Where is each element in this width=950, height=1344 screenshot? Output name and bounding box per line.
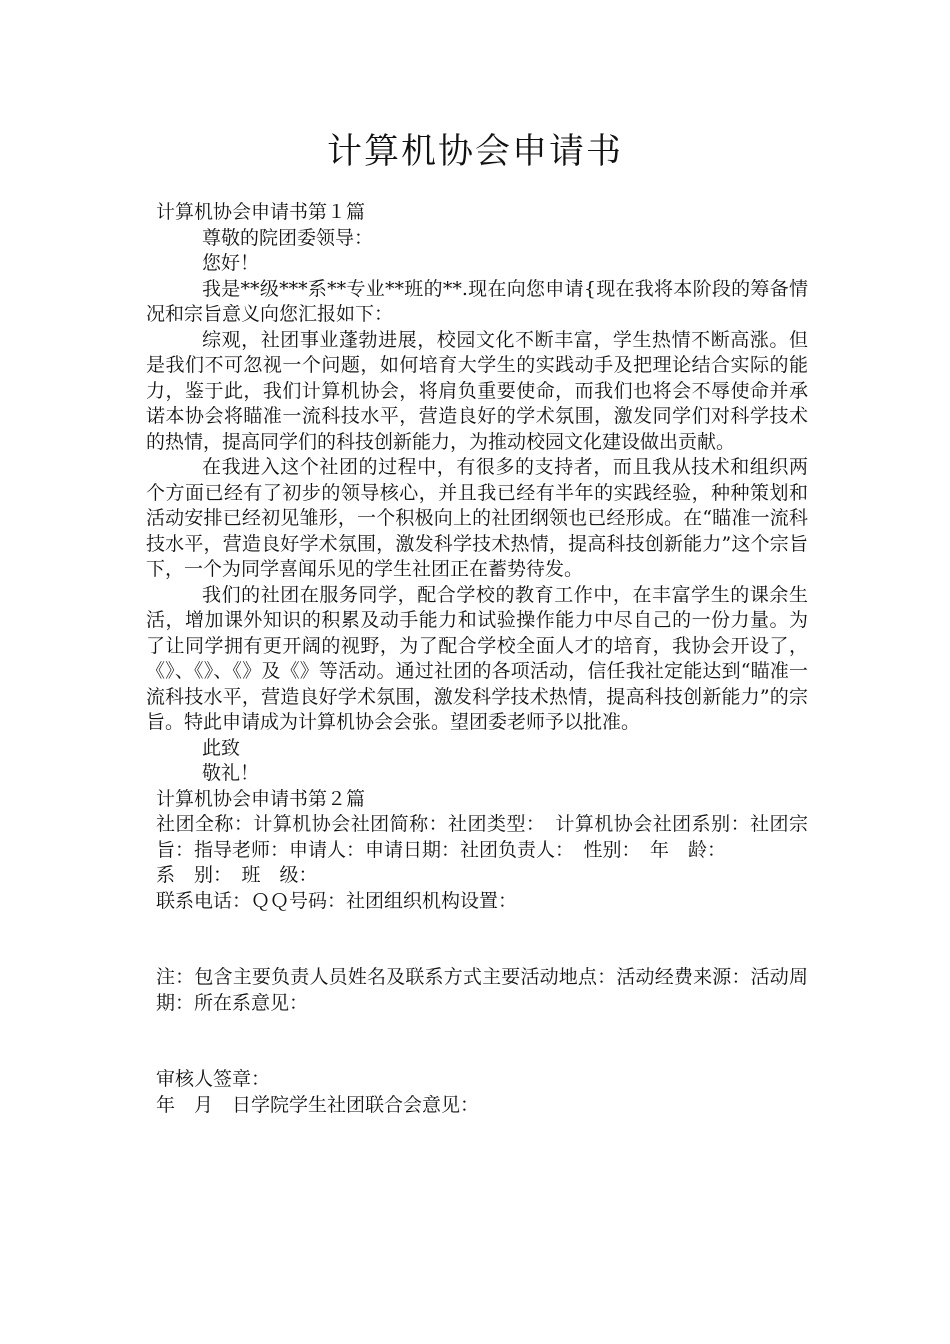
section-2-heading: 计算机协会申请书第２篇: [156, 787, 366, 810]
date-opinion-line: 年 月 日学院学生社团联合会意见：: [156, 1093, 480, 1116]
paragraph-activities: 我们的社团在服务同学，配合学校的教育工作中，在丰富学生的课余生活，增加课外知识的积累及动手能力和试验操作能力中尽自己的一份力量。为了让同学拥有更开阔的视野，为了配合学校全面人才的培育，我协会开设了，《》、《》、《》及《》等活动。通过社团的各项活动，信任我社定能达到“瞄准一流科技水平，营造良好学术氛围，激发科学技术热情，提高科技创新能力”的宗旨。特此申请成为计算机协会会张。望团委老师予以批准。: [146, 583, 808, 733]
blank-space: [146, 914, 808, 965]
paragraph-overview: 综观，社团事业蓬勃进展，校园文化不断丰富，学生热情不断高涨。但是我们不可忽视一个问题，如何培育大学生的实践动手及把理论结合实际的能力，鉴于此，我们计算机协会，将肩负重要使命，而我们也将会不辱使命并承诺本协会将瞄准一流科技水平，营造良好的学术氛围，激发同学们对科学技术的热情，提高同学们的科技创新能力，为推动校园文化建设做出贡献。: [146, 328, 808, 453]
form-fields-line: 社团全称：计算机协会社团简称：社团类型： 计算机协会社团系别：社团宗旨：指导老师：申请人：申请日期：社团负责人： 性别： 年 龄：: [156, 813, 808, 861]
greeting: 您好！: [202, 252, 260, 274]
paragraph-intro: 我是**级***系**专业**班的**.现在向您申请{现在我将本阶段的筹备情况和宗旨意义向您汇报如下：: [146, 277, 808, 325]
section-1-heading: 计算机协会申请书第１篇: [156, 201, 366, 223]
blank-space: [146, 1016, 808, 1067]
form-contact-line: 联系电话：ＱＱ号码：社团组织机构设置：: [156, 889, 518, 912]
document-title: 计算机协会申请书: [326, 132, 623, 172]
form-department-line: 系 别： 班 级：: [156, 864, 318, 886]
closing-regards: 此致: [202, 736, 241, 759]
closing-salute: 敬礼！: [202, 762, 260, 784]
note-line: 注：包含主要负责人员姓名及联系方式主要活动地点：活动经费来源：活动周期：所在系意见：: [156, 966, 808, 1014]
salutation: 尊敬的院团委领导：: [202, 226, 374, 249]
document-body: [146, 200, 808, 1118]
paragraph-progress: 在我进入这个社团的过程中，有很多的支持者，而且我从技术和组织两个方面已经有了初步的领导核心，并且我已经有半年的实践经验，种种策划和活动安排已经初见雏形，一个积极向上的社团纲领也已经形成。在“瞄准一流科技水平，营造良好学术氛围，激发科学技术热情，提高科技创新能力”这个宗旨下，一个为同学喜闻乐见的学生社团正在蓄势待发。: [146, 456, 808, 580]
reviewer-signature-line: 审核人签章：: [156, 1068, 271, 1090]
